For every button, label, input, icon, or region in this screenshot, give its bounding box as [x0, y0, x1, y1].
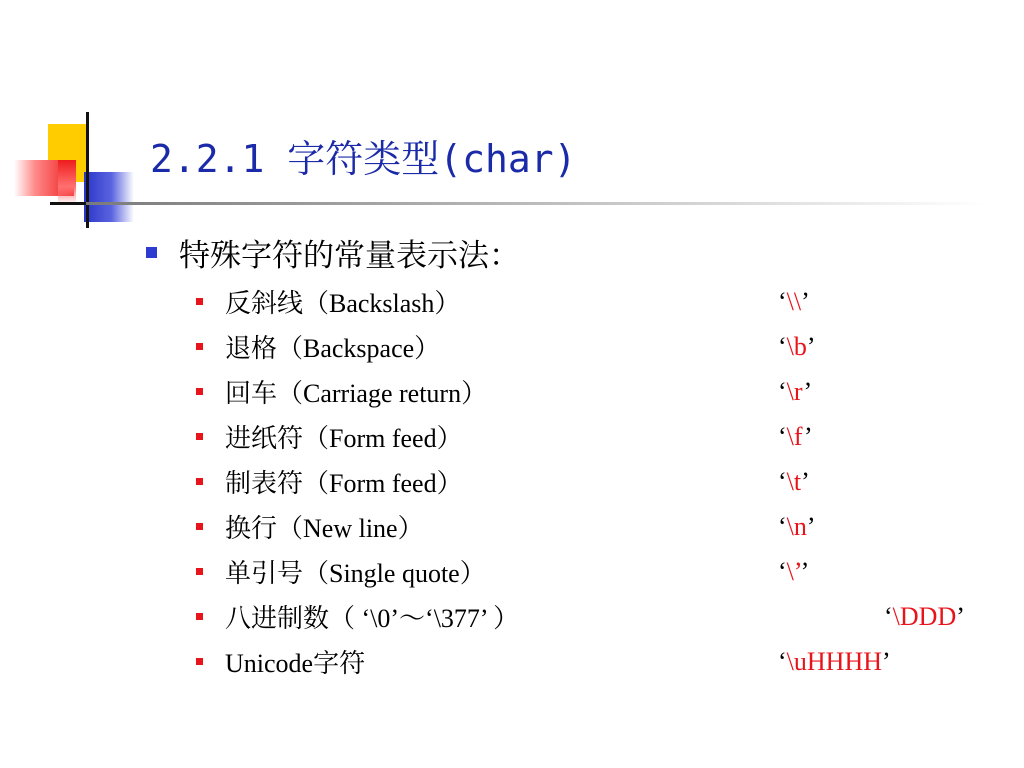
list-item — [196, 549, 1016, 594]
close-quote: ’ — [801, 466, 810, 496]
escape-code — [778, 422, 813, 452]
square-bullet-icon — [196, 658, 203, 665]
square-bullet-icon — [196, 433, 203, 440]
open-quote: ‘ — [778, 646, 787, 676]
list-item — [196, 369, 1016, 414]
list-item — [196, 504, 1016, 549]
open-quote: ‘ — [884, 601, 893, 631]
square-bullet-icon — [196, 613, 203, 620]
escape-value: \b — [786, 331, 807, 361]
list-item — [196, 279, 1016, 324]
item-label: Unicode字符 — [225, 649, 366, 678]
escape-value: \uHHHH — [786, 646, 883, 676]
close-quote: ’ — [804, 421, 813, 451]
close-quote: ’ — [956, 601, 965, 631]
escape-value: \t — [786, 466, 802, 496]
close-quote: ’ — [801, 286, 810, 316]
square-bullet-icon — [196, 568, 203, 575]
list-item — [196, 459, 1016, 504]
escape-value: \r — [786, 376, 804, 406]
logo-red-drip — [58, 160, 76, 204]
square-bullet-icon — [196, 523, 203, 530]
open-quote: ‘ — [778, 421, 787, 451]
escape-value: \n — [786, 511, 807, 541]
escape-value: \\ — [786, 286, 802, 316]
open-quote: ‘ — [778, 331, 787, 361]
open-quote: ‘ — [778, 286, 787, 316]
logo-vertical-line — [86, 112, 89, 228]
close-quote: ’ — [801, 556, 810, 586]
escape-code — [884, 602, 965, 632]
section-heading — [146, 232, 520, 272]
square-bullet-icon — [196, 343, 203, 350]
close-quote: ’ — [806, 331, 816, 361]
item-label: 反斜线（Backslash） — [225, 289, 461, 318]
escape-code — [778, 557, 809, 587]
item-label: 退格（Backspace） — [225, 334, 441, 363]
list-item — [196, 414, 1016, 459]
item-label: 单引号（Single quote） — [225, 559, 486, 588]
square-bullet-icon — [196, 298, 203, 305]
list-item — [196, 639, 1016, 684]
escape-value: \DDD — [892, 601, 957, 631]
item-label: 换行（New line） — [225, 514, 424, 543]
open-quote: ‘ — [778, 376, 787, 406]
open-quote: ‘ — [778, 556, 787, 586]
title-underline — [86, 202, 986, 205]
escape-code — [778, 287, 810, 317]
list-item — [196, 594, 1016, 639]
slide-title: 2.2.1 字符类型(char) — [150, 137, 577, 181]
close-quote: ’ — [806, 511, 816, 541]
square-bullet-icon — [196, 478, 203, 485]
square-bullet-icon — [196, 388, 203, 395]
escape-value: \f — [786, 421, 804, 451]
section-heading-text: 特殊字符的常量表示法： — [179, 237, 520, 274]
close-quote: ’ — [803, 376, 813, 406]
escape-code — [778, 377, 812, 407]
item-label: 进纸符（Form feed） — [225, 424, 463, 453]
escape-value: \’ — [786, 556, 802, 586]
item-label: 八进制数（ ‘\0’～‘\377’ ） — [225, 604, 520, 633]
close-quote: ’ — [882, 646, 891, 676]
escape-sequence-list — [196, 279, 1016, 684]
list-item — [196, 324, 1016, 369]
escape-code — [778, 647, 891, 677]
logo-blue-square — [84, 172, 134, 222]
square-bullet-icon — [146, 247, 157, 258]
item-label: 制表符（Form feed） — [225, 469, 463, 498]
open-quote: ‘ — [778, 511, 787, 541]
escape-code — [778, 467, 810, 497]
escape-code — [778, 512, 816, 542]
escape-code — [778, 332, 816, 362]
item-label: 回车（Carriage return） — [225, 379, 488, 408]
open-quote: ‘ — [778, 466, 787, 496]
